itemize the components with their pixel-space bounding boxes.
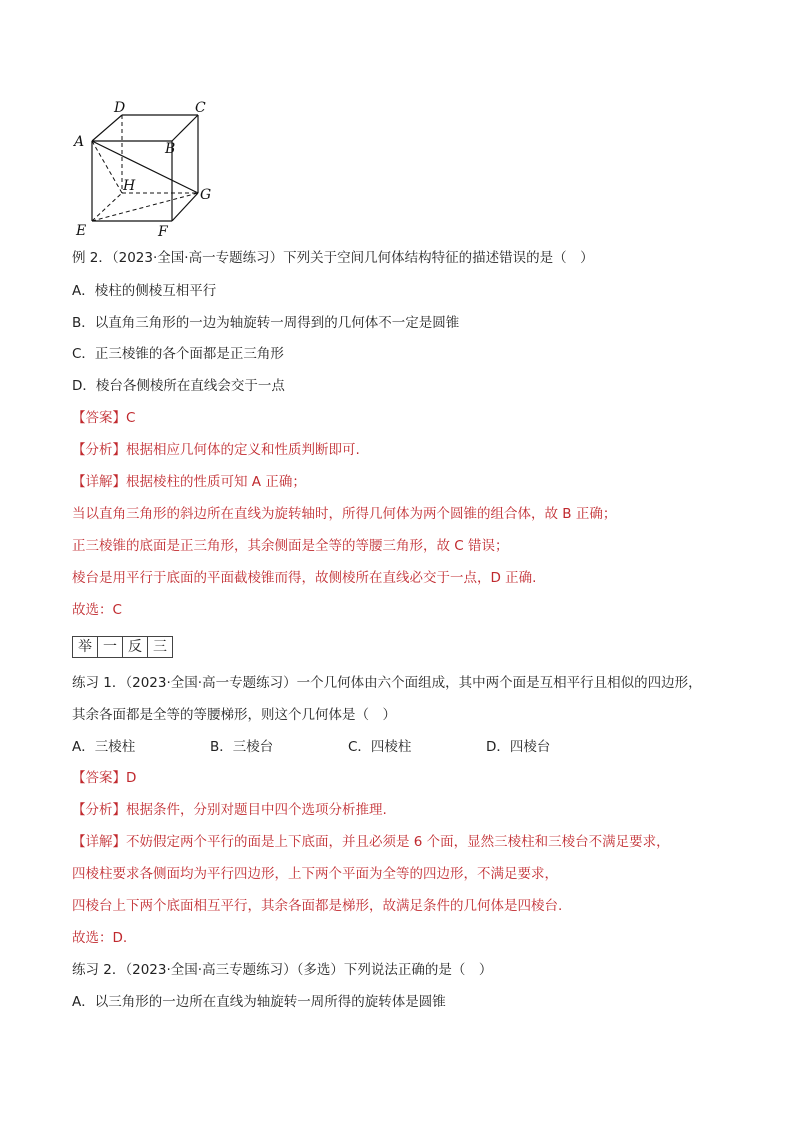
ex2-detail [72,473,306,491]
ex2-choice: 故选：C [72,602,122,618]
badge-char: 反 [123,637,148,657]
p1-option-a: A．三棱柱 [72,739,136,755]
p1-option-c: C．四棱柱 [348,739,412,755]
p1-detail-line-1: 四棱柱要求各侧面均为平行四边形，上下两个平面为全等的四边形，不满足要求， [72,866,558,882]
ex2-option-d: D．棱台各侧棱所在直线会交于一点 [72,378,285,394]
detail-text: 根据棱柱的性质可知 A 正确； [126,474,306,490]
cube-figure [66,95,226,240]
section-badge [72,636,173,658]
p1-detail-line-2: 四棱台上下两个底面相互平行，其余各面都是梯形，故满足条件的几何体是四棱台. [72,898,563,914]
ex2-answer [72,409,135,427]
p1-analysis [72,801,387,819]
label-a: A [74,134,85,150]
p1-question-line-2: 其余各面都是全等的等腰梯形，则这个几何体是（ ） [72,707,396,723]
detail-tag: 【详解】 [72,834,126,850]
analysis-text: 根据相应几何体的定义和性质判断即可. [126,442,360,458]
ex2-question: 例 2．（2023·全国·高一专题练习）下列关于空间几何体结构特征的描述错误的是（ ） [72,250,594,266]
badge-char: 举 [73,637,98,657]
label-d: D [114,100,126,116]
p1-detail [72,833,670,851]
label-b: B [165,141,176,157]
ex2-option-a: A．棱柱的侧棱互相平行 [72,283,217,299]
answer-value: D [126,770,137,786]
p1-option-b: B．三棱台 [210,739,274,755]
p1-answer [72,769,136,787]
ex2-detail-line-3: 棱台是用平行于底面的平面截棱锥而得，故侧棱所在直线必交于一点，D 正确. [72,570,537,586]
p1-question-line-1: 练习 1．（2023·全国·高一专题练习）一个几何体由六个面组成，其中两个面是互相平行且相似的四边形， [72,675,702,691]
badge-char: 一 [98,637,123,657]
label-c: C [195,100,206,116]
ex2-analysis [72,441,360,459]
analysis-tag: 【分析】 [72,442,126,458]
label-f: F [158,224,168,240]
analysis-tag: 【分析】 [72,802,126,818]
edge-ad [92,115,122,141]
answer-tag: 【答案】 [72,410,126,426]
label-h: H [123,178,136,194]
answer-tag: 【答案】 [72,770,126,786]
p2-question: 练习 2．（2023·全国·高三专题练习）（多选）下列说法正确的是（ ） [72,962,493,978]
p1-option-d: D．四棱台 [486,739,551,755]
label-e: E [76,223,87,239]
label-g: G [200,187,212,203]
detail-text: 不妨假定两个平行的面是上下底面，并且必须是 6 个面，显然三棱柱和三棱台不满足要求， [126,834,670,850]
edge-ae-diag [92,193,198,221]
badge-char: 三 [153,639,167,655]
analysis-text: 根据条件，分别对题目中四个选项分析推理. [126,802,387,818]
edge-bc [172,115,198,141]
ex2-detail-line-2: 正三棱锥的底面是正三角形，其余侧面是全等的等腰三角形，故 C 错误； [72,538,509,554]
answer-value: C [126,410,136,426]
p2-option-a: A．以三角形的一边所在直线为轴旋转一周所得的旋转体是圆锥 [72,994,446,1010]
edge-fg [172,193,198,221]
ex2-detail-line-1: 当以直角三角形的斜边所在直线为旋转轴时，所得几何体为两个圆锥的组合体，故 B 正确； [72,506,617,522]
p1-choice: 故选：D. [72,930,128,946]
edge-ag [92,141,198,193]
ex2-option-c: C．正三棱锥的各个面都是正三角形 [72,346,284,362]
ex2-option-b: B．以直角三角形的一边为轴旋转一周得到的几何体不一定是圆锥 [72,315,460,331]
detail-tag: 【详解】 [72,474,126,490]
